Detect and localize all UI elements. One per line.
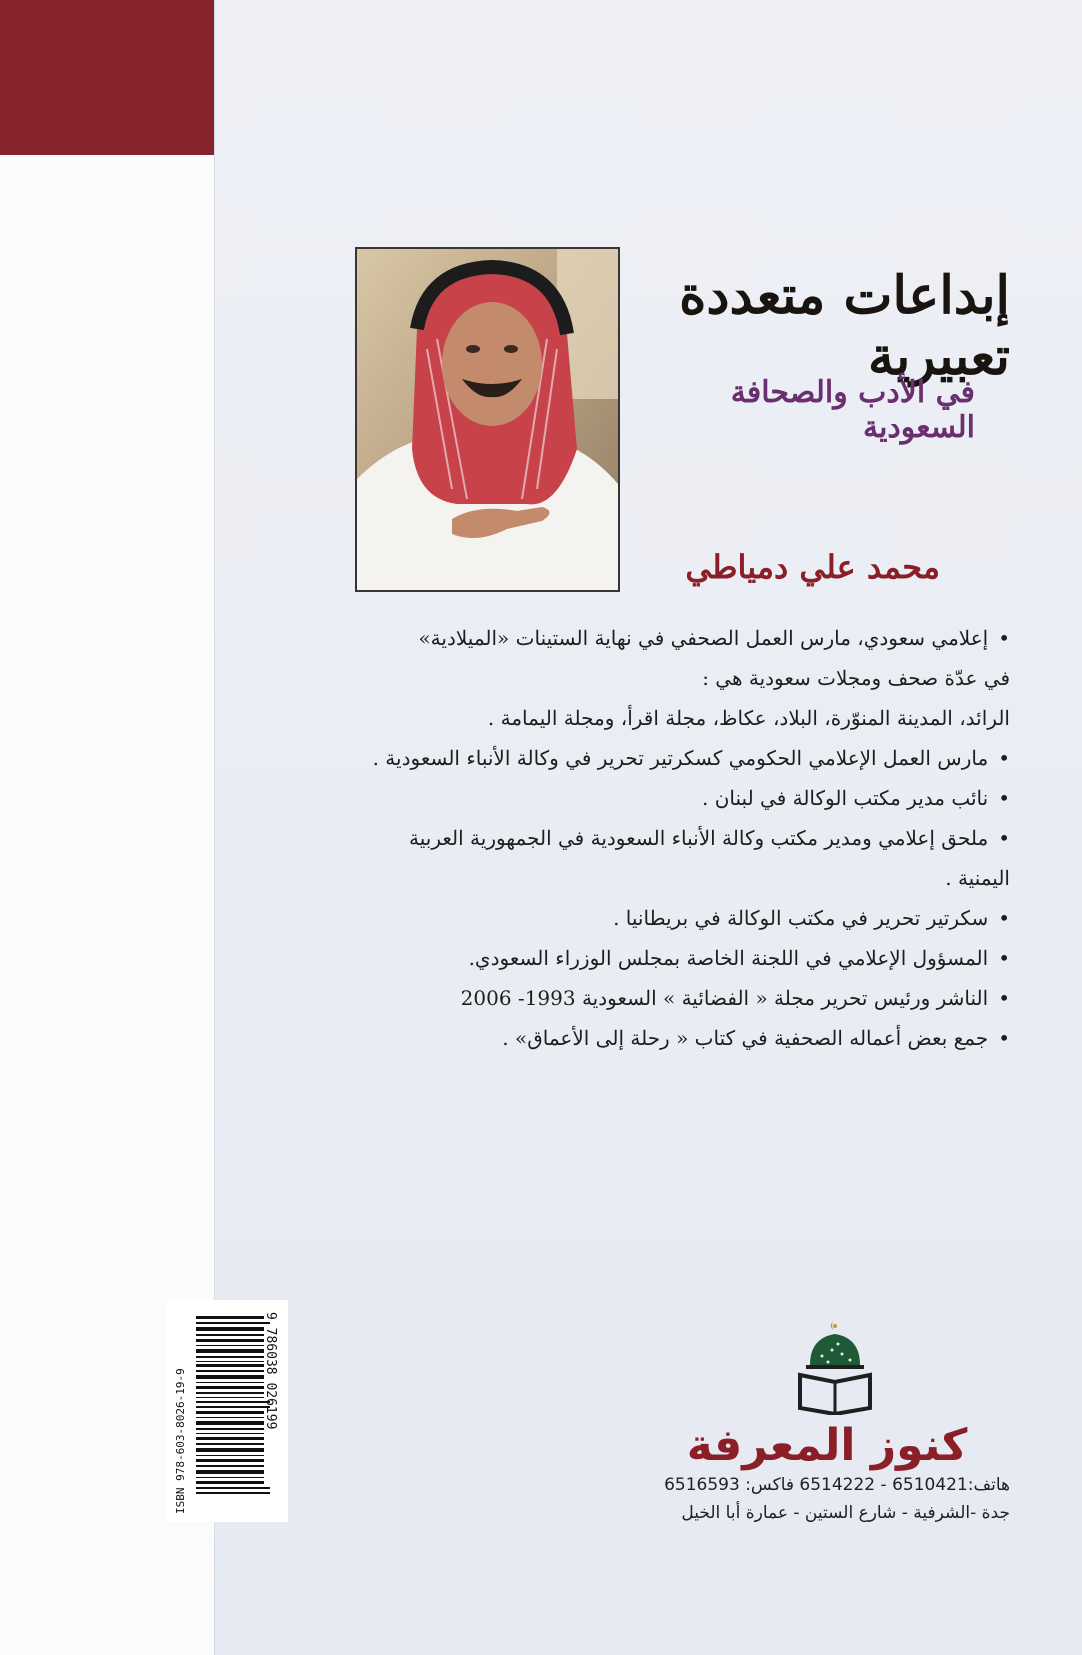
book-subtitle: في الأدب والصحافة السعودية <box>730 375 975 445</box>
isbn-digits: 9 786038 026199 <box>263 1312 278 1430</box>
publisher-logo <box>790 1320 880 1415</box>
bio-line: • نائب مدير مكتب الوكالة في لبنان . <box>330 778 1010 818</box>
book-dome-icon <box>790 1320 880 1415</box>
bio-line: في عدّة صحف ومجلات سعودية هي : <box>702 666 1010 690</box>
author-portrait-illustration <box>357 249 620 592</box>
publisher-address: جدة -الشرفية - شارع الستين - عمارة أبا الخيل <box>681 1503 1010 1523</box>
author-name: محمد علي دمياطي <box>685 548 940 586</box>
bio-line: • سكرتير تحرير في مكتب الوكالة في بريطانيا . <box>330 898 1010 938</box>
bio-line: • إعلامي سعودي، مارس العمل الصحفي في نهاية الستينات «الميلادية» <box>330 618 1010 658</box>
bio-line: • جمع بعض أعماله الصحفية في كتاب « رحلة إلى الأعماق» . <box>330 1018 1010 1058</box>
book-title: إبداعات متعددة تعبيرية <box>679 265 1010 387</box>
bio-line: • الناشر ورئيس تحرير مجلة « الفضائية » السعودية 1993- 2006 <box>330 978 1010 1018</box>
author-bio <box>330 618 1010 1058</box>
bio-line: • المسؤول الإعلامي في اللجنة الخاصة بمجلس الوزراء السعودي. <box>330 938 1010 978</box>
isbn-label: ISBN 978-603-8026-19-9 <box>174 1368 187 1514</box>
isbn-barcode <box>166 1300 288 1522</box>
spine-red-band <box>0 0 214 155</box>
bio-line: • ملحق إعلامي ومدير مكتب وكالة الأنباء السعودية في الجمهورية العربية <box>330 818 1010 858</box>
publisher-name: كنوز المعرفة <box>686 1420 968 1471</box>
bio-line: اليمنية . <box>945 866 1010 890</box>
author-photo <box>355 247 620 592</box>
bio-line: الرائد، المدينة المنوّرة، البلاد، عكاظ، مجلة اقرأ، ومجلة اليمامة . <box>487 706 1010 730</box>
publisher-phone: هاتف:6510421 - 6514222 فاكس: 6516593 <box>664 1475 1010 1495</box>
bio-line: • مارس العمل الإعلامي الحكومي كسكرتير تحرير في وكالة الأنباء السعودية . <box>330 738 1010 778</box>
